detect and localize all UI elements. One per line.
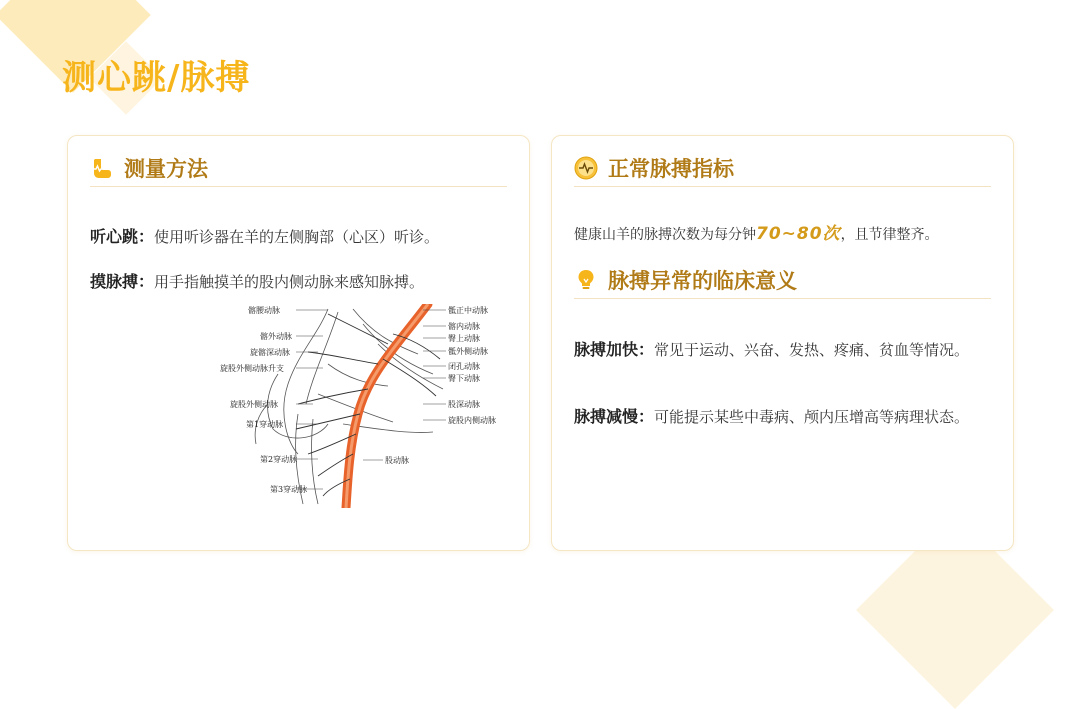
lightbulb-icon <box>574 268 598 292</box>
label-lateral-sacral-artery: 骶外侧动脉 <box>448 347 488 356</box>
pulse-slow-text: 可能提示某些中毒病、颅内压增高等病理状态。 <box>654 408 970 426</box>
label-superior-gluteal-artery: 臀上动脉 <box>448 334 480 343</box>
measurement-method-title: 测量方法 <box>124 157 208 181</box>
normal-pulse-line <box>574 219 939 244</box>
label-deep-femoral-artery: 股深动脉 <box>448 400 480 409</box>
pulse-slow-line <box>574 404 969 427</box>
listen-heartbeat-line <box>90 224 439 247</box>
listen-heartbeat-label: 听心跳： <box>90 227 155 246</box>
hand-pulse-icon <box>90 156 114 180</box>
label-femoral-artery: 股动脉 <box>385 456 409 465</box>
label-inferior-gluteal-artery: 臀下动脉 <box>448 374 480 383</box>
feel-pulse-line <box>90 269 424 292</box>
label-medial-circumflex-femoral: 旋股内侧动脉 <box>448 416 496 425</box>
artery-anatomy-diagram <box>178 304 500 508</box>
pulse-fast-line <box>574 337 969 360</box>
feel-pulse-text: 用手指触摸羊的股内侧动脉来感知脉搏。 <box>154 273 425 291</box>
normal-pulse-suffix: ，且节律整齐。 <box>840 227 939 243</box>
listen-heartbeat-text: 使用听诊器在羊的左侧胸部（心区）听诊。 <box>154 228 440 246</box>
page-title: 测心跳/脉搏 <box>62 58 251 98</box>
pulse-slow-label: 脉搏减慢： <box>574 407 655 426</box>
label-first-perforating: 第1穿动脉 <box>246 420 284 429</box>
normal-pulse-card <box>551 135 1014 551</box>
clinical-significance-title: 脉搏异常的临床意义 <box>608 269 797 293</box>
label-internal-iliac-artery: 髂内动脉 <box>448 322 480 331</box>
normal-pulse-header <box>574 150 991 187</box>
label-lateral-circumflex-ascending: 旋股外侧动脉升支 <box>220 364 284 373</box>
feel-pulse-label: 摸脉搏： <box>90 272 155 291</box>
label-external-iliac-artery: 髂外动脉 <box>260 332 292 341</box>
measurement-method-card <box>67 135 530 551</box>
clinical-significance-header <box>574 262 991 299</box>
pulse-fast-label: 脉搏加快： <box>574 340 655 359</box>
normal-pulse-prefix: 健康山羊的脉搏次数为每分钟 <box>574 227 756 243</box>
label-lateral-circumflex-femoral: 旋股外侧动脉 <box>230 400 278 409</box>
label-median-sacral-artery: 骶正中动脉 <box>448 306 488 315</box>
pulse-fast-text: 常见于运动、兴奋、发热、疼痛、贫血等情况。 <box>654 341 970 359</box>
measurement-method-header <box>90 150 507 187</box>
label-iliolumbar-artery: 髂腰动脉 <box>248 306 280 315</box>
normal-pulse-title: 正常脉搏指标 <box>608 157 734 181</box>
label-second-perforating: 第2穿动脉 <box>260 455 298 464</box>
heartbeat-badge-icon <box>574 156 598 180</box>
label-obturator-artery: 闭孔动脉 <box>448 362 480 371</box>
label-third-perforating: 第3穿动脉 <box>270 485 308 494</box>
normal-pulse-value: 70~80次 <box>756 224 841 244</box>
label-deep-circumflex-iliac-artery: 旋髂深动脉 <box>250 348 290 357</box>
